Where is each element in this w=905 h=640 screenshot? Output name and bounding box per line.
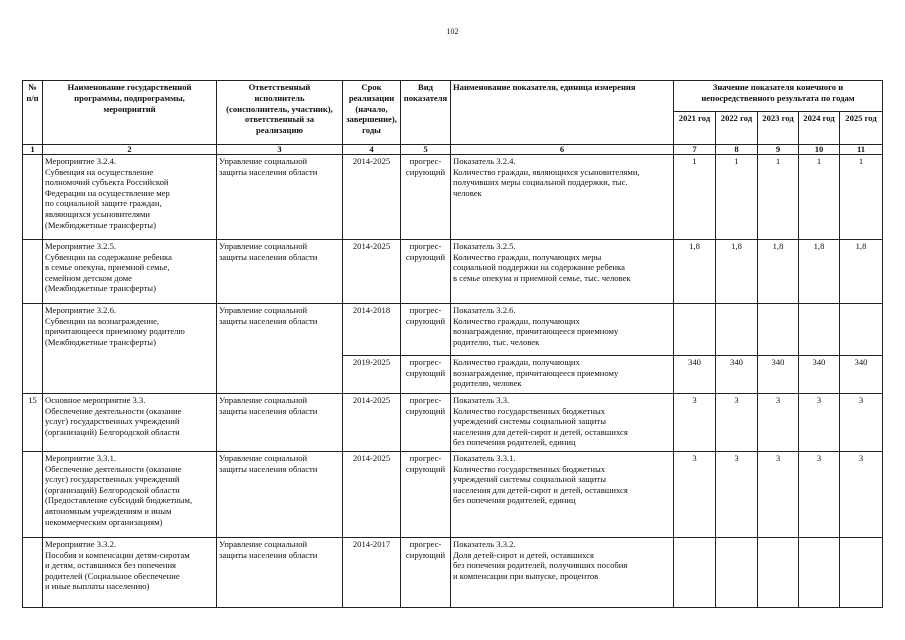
value-cell: 340 <box>840 356 883 394</box>
header-year-2021: 2021 год <box>674 112 716 145</box>
header-executor: Ответственный исполнитель (соисполнитель, участник), ответственный за реализацию <box>217 81 343 145</box>
row-number <box>23 240 43 304</box>
program-cell: Основное мероприятие 3.3. Обеспечение деятельности (оказание услуг) государственных учреждений (организаций) Белгородской области <box>43 394 217 452</box>
value-cell <box>840 304 883 356</box>
executor-cell: Управление социальной защиты населения области <box>217 452 343 538</box>
header-year-2022: 2022 год <box>716 112 758 145</box>
value-cell <box>840 538 883 608</box>
kind-cell: прогрес- сирующий <box>401 356 451 394</box>
executor-cell: Управление социальной защиты населения области <box>217 538 343 608</box>
value-cell: 1 <box>799 155 840 240</box>
value-cell: 3 <box>674 452 716 538</box>
indicator-cell: Показатель 3.3.2. Доля детей-сирот и детей, оставшихся без попечения родителей, получивших пособия и компенсации при выпуске, процентов <box>451 538 674 608</box>
value-cell: 3 <box>840 394 883 452</box>
header-program: Наименование государственной программы, подпрограммы, мероприятий <box>43 81 217 145</box>
value-cell: 1,8 <box>840 240 883 304</box>
value-cell: 1,8 <box>758 240 799 304</box>
col-number: 7 <box>674 145 716 155</box>
value-cell: 340 <box>799 356 840 394</box>
col-number: 8 <box>716 145 758 155</box>
value-cell: 1,8 <box>716 240 758 304</box>
indicators-table <box>22 80 883 608</box>
value-cell <box>716 538 758 608</box>
col-number: 11 <box>840 145 883 155</box>
program-cell: Мероприятие 3.3.2. Пособия и компенсации детям-сиротам и детям, оставшимся без попечения родителей (Социальное обеспечение и иные выплаты населению) <box>43 538 217 608</box>
row-number: 15 <box>23 394 43 452</box>
indicator-cell: Количество граждан, получающих вознаграждение, причитающееся приемному родителю, человек <box>451 356 674 394</box>
col-number: 3 <box>217 145 343 155</box>
indicator-cell: Показатель 3.3.1. Количество государственных бюджетных учреждений системы социальной защиты населения для детей-сирот и детей, оставшихся без попечения родителей, единиц <box>451 452 674 538</box>
header-values-group: Значение показателя конечного и непосредственного результата по годам <box>674 81 883 112</box>
value-cell: 340 <box>674 356 716 394</box>
kind-cell: прогрес- сирующий <box>401 155 451 240</box>
header-year-2024: 2024 год <box>799 112 840 145</box>
kind-cell: прогрес- сирующий <box>401 304 451 356</box>
table-row <box>23 240 883 304</box>
value-cell: 340 <box>758 356 799 394</box>
col-number: 5 <box>401 145 451 155</box>
program-cell: Мероприятие 3.3.1. Обеспечение деятельности (оказание услуг) государственных учреждений (организаций) Белгородской области (Предоставление субсидий бюджетным, автономным учреждениям и иным некоммерческим организациям) <box>43 452 217 538</box>
header-year-2023: 2023 год <box>758 112 799 145</box>
table-row <box>23 452 883 538</box>
kind-cell: прогрес- сирующий <box>401 394 451 452</box>
col-number: 2 <box>43 145 217 155</box>
term-cell: 2014-2025 <box>343 394 401 452</box>
value-cell: 340 <box>716 356 758 394</box>
header-indicator: Наименование показателя, единица измерения <box>451 81 674 145</box>
indicator-cell: Показатель 3.2.6. Количество граждан, получающих вознаграждение, причитающееся приемному родителю, тыс. человек <box>451 304 674 356</box>
term-cell: 2014-2018 <box>343 304 401 356</box>
col-number: 1 <box>23 145 43 155</box>
program-cell: Мероприятие 3.2.4. Субвенция на осуществление полномочий субъекта Российской Федерации на осуществление мер по социальной защите граждан, являющихся усыновителями (Межбюджетные трансферты) <box>43 155 217 240</box>
value-cell: 1 <box>758 155 799 240</box>
page-number: 102 <box>446 27 459 36</box>
row-number <box>23 304 43 394</box>
value-cell <box>674 304 716 356</box>
value-cell: 1 <box>840 155 883 240</box>
table-row <box>23 394 883 452</box>
value-cell: 3 <box>758 452 799 538</box>
term-cell: 2014-2025 <box>343 240 401 304</box>
value-cell <box>799 538 840 608</box>
value-cell: 3 <box>840 452 883 538</box>
value-cell: 1,8 <box>674 240 716 304</box>
value-cell <box>758 538 799 608</box>
header-year-2025: 2025 год <box>840 112 883 145</box>
header-term: Срок реализации (начало, завершение), годы <box>343 81 401 145</box>
value-cell: 3 <box>716 394 758 452</box>
value-cell <box>799 304 840 356</box>
kind-cell: прогрес- сирующий <box>401 452 451 538</box>
row-number <box>23 155 43 240</box>
value-cell: 3 <box>799 394 840 452</box>
row-number <box>23 538 43 608</box>
table-row <box>23 155 883 240</box>
indicator-cell: Показатель 3.2.4. Количество граждан, являющихся усыновителями, получивших меры социальной поддержки, тыс. человек <box>451 155 674 240</box>
value-cell <box>716 304 758 356</box>
program-cell: Мероприятие 3.2.5. Субвенции на содержание ребенка в семье опекуна, приемной семье, семейном детском доме (Межбюджетные трансферты) <box>43 240 217 304</box>
kind-cell: прогрес- сирующий <box>401 240 451 304</box>
value-cell: 1,8 <box>799 240 840 304</box>
header-kind: Вид показателя <box>401 81 451 145</box>
value-cell <box>758 304 799 356</box>
table-row <box>23 538 883 608</box>
value-cell: 3 <box>758 394 799 452</box>
value-cell: 3 <box>716 452 758 538</box>
value-cell: 3 <box>799 452 840 538</box>
table-row <box>23 304 883 356</box>
value-cell: 1 <box>716 155 758 240</box>
executor-cell: Управление социальной защиты населения области <box>217 304 343 394</box>
col-number: 6 <box>451 145 674 155</box>
term-cell: 2014-2017 <box>343 538 401 608</box>
kind-cell: прогрес- сирующий <box>401 538 451 608</box>
term-cell: 2014-2025 <box>343 155 401 240</box>
col-number: 4 <box>343 145 401 155</box>
value-cell: 1 <box>674 155 716 240</box>
value-cell <box>674 538 716 608</box>
term-cell: 2014-2025 <box>343 452 401 538</box>
program-cell: Мероприятие 3.2.6. Субвенции на вознаграждение, причитающееся приемному родителю (Межбюджетные трансферты) <box>43 304 217 394</box>
indicator-cell: Показатель 3.2.5. Количество граждан, получающих меры социальной поддержки на содержание ребенка в семье опекуна и приемной семье, тыс. человек <box>451 240 674 304</box>
col-number: 10 <box>799 145 840 155</box>
value-cell: 3 <box>674 394 716 452</box>
col-number: 9 <box>758 145 799 155</box>
term-cell: 2019-2025 <box>343 356 401 394</box>
header-no: № п/п <box>23 81 43 145</box>
row-number <box>23 452 43 538</box>
indicator-cell: Показатель 3.3. Количество государственных бюджетных учреждений системы социальной защиты населения для детей-сирот и детей, оставшихся без попечения родителей, единиц <box>451 394 674 452</box>
executor-cell: Управление социальной защиты населения области <box>217 240 343 304</box>
executor-cell: Управление социальной защиты населения области <box>217 394 343 452</box>
executor-cell: Управление социальной защиты населения области <box>217 155 343 240</box>
